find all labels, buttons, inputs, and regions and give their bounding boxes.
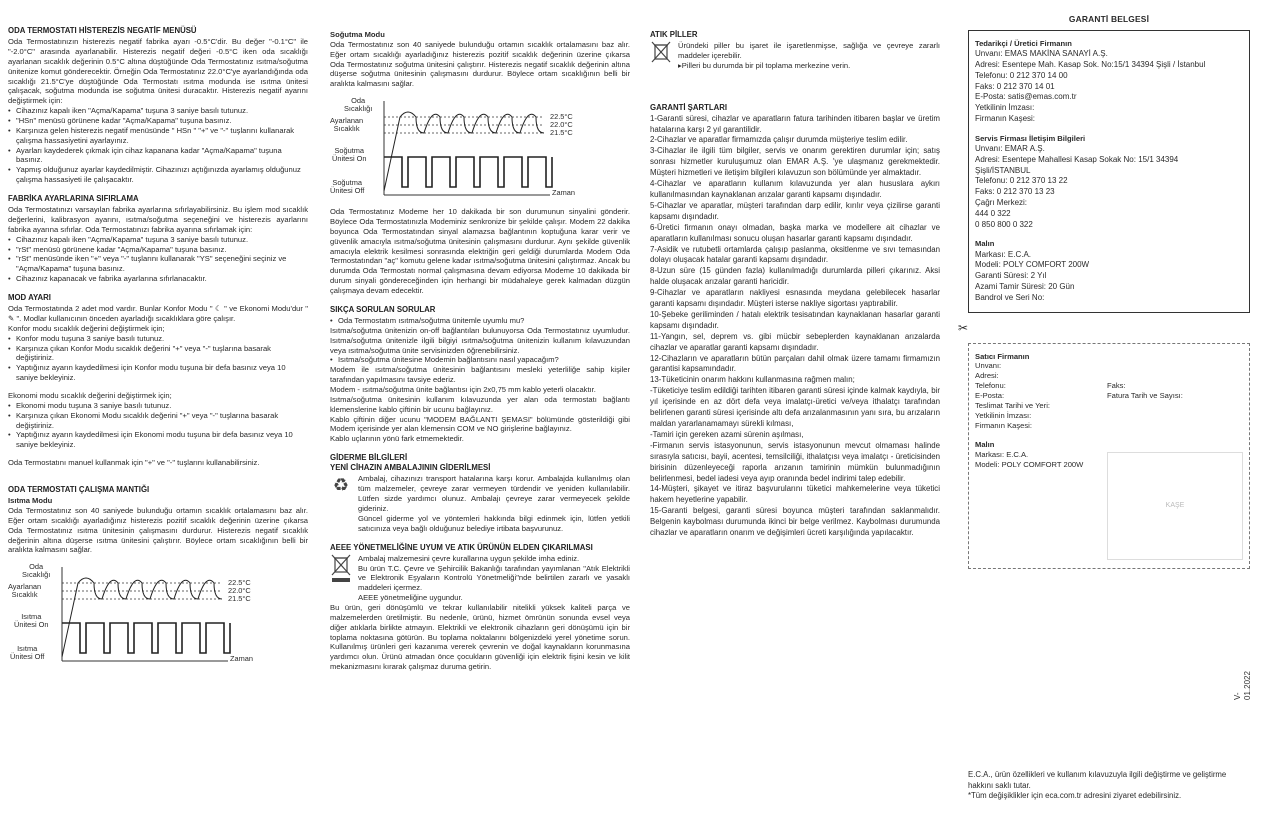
unit-state-wave	[384, 157, 552, 187]
seller-product-model: Modeli: POLY COMFORT 200W	[975, 460, 1084, 470]
warranty-certificate-title: GARANTİ BELGESİ	[1068, 14, 1150, 24]
reset-body: Oda Termostatınızı varsayılan fabrika ayarlarına sıfırlayabilirsiniz. Bu işlem mod sıcaklık değerlerini, kalibrasyon ayarını, ısıtma/soğutma seçeneğini ve histerezis ayarlarını fabrika ayarına sıfırlar. Oda Termostatınızı fabrika ayarına sıfırlamak için:	[8, 205, 308, 234]
seller-line-name[interactable]: Unvanı:	[975, 361, 1002, 371]
info-line: Firmanın Kaşesi:	[975, 113, 1036, 123]
column-4	[958, 14, 1250, 569]
stamp-label: KAŞE	[1165, 502, 1185, 510]
seller-line-delivery[interactable]: Teslimat Tarihi ve Yeri:	[975, 400, 1050, 410]
warranty-term: 14-Müşteri, şikayet ve itiraz başvurularını tüketici mahkemelerine veya tüketici hakem heyetlerine yapabilir.	[650, 484, 940, 505]
cooling-diagram	[330, 95, 576, 203]
scissors-icon: ✂	[958, 320, 969, 335]
info-line: Bandrol ve Seri No:	[975, 292, 1045, 302]
seller-line-stamp[interactable]: Firmanın Kaşesi:	[975, 420, 1032, 430]
seller-line-phone[interactable]: Telefonu:	[975, 381, 1006, 391]
footer-line-1: E.C.A., ürün özellikleri ve kullanım kılavuzuyla ilgili değiştirme ve geliştirme hakkını saklı tutar.	[968, 770, 1227, 790]
product-lines	[975, 250, 1243, 304]
seller-title: Satıcı Firmanın	[975, 351, 1030, 361]
list-item: • "HSn" menüsü görünene kadar "Açma/Kapama" tuşuna basınız.	[8, 116, 308, 126]
mode-eco-steps	[8, 401, 308, 450]
info-line: Faks: 0 212 370 14 01	[975, 81, 1055, 91]
footer-note	[968, 770, 1253, 802]
disposal-section	[330, 453, 630, 533]
temp-215: 21.5°C	[228, 594, 251, 604]
warranty-term: 10-Şebeke geriliminden / hatalı elektrik tesisatından kaynaklanan hasarlar garanti kapsamı dışındadır.	[650, 309, 940, 330]
room-temp-label: Oda Sıcaklığı	[344, 96, 373, 114]
unit-off-label: Soğutma Ünitesi Off	[330, 178, 365, 196]
hysteresis-section	[8, 26, 308, 185]
unit-on-label: Isıtma Ünitesi On	[14, 612, 49, 630]
list-item: • Konfor modu tuşuna 3 saniye basılı tutunuz.	[8, 334, 308, 344]
column-2	[330, 30, 630, 681]
set-temp-label: Ayarlanan Sıcaklık	[330, 116, 364, 134]
warranty-term: 7-Asidik ve rutubetli ortamlarda çalışıp paslanma, oksitlenme ve sıvı temasından dolayı oluşacak hatalar garanti kapsamı dışındadır.	[650, 244, 940, 265]
reset-steps	[8, 235, 308, 284]
battery-bin-svg	[651, 41, 671, 65]
faq-answer: Isıtma/soğutma ünitesinin kullanım kılavuzunda yer alan oda termostatı bağlantı klemenslerine kablo çiftinin bir ucunu bağlayınız.	[330, 394, 630, 414]
seller-invoice[interactable]: Fatura Tarih ve Sayısı:	[1107, 391, 1183, 401]
seller-line-signature[interactable]: Yetkilinin İmzası:	[975, 410, 1032, 420]
unit-state-wave	[62, 623, 230, 653]
info-line: E-Posta: satis@emas.com.tr	[975, 92, 1077, 102]
warranty-term: 11-Yangın, sel, deprem vs. gibi mücbir sebeplerden kaynaklanan arızalarda cihazlar ve aparatlar garanti kapsamı dışındadır.	[650, 331, 940, 352]
room-temp-label: Oda Sıcaklığı	[22, 562, 51, 580]
faq-title: SIKÇA SORULAN SORULAR	[330, 304, 436, 314]
unit-off-label: Isıtma Ünitesi Off	[10, 644, 45, 662]
time-label: Zaman	[230, 654, 254, 664]
weee-body-2: Bu ürün T.C. Çevre ve Şehircilik Bakanlığı tarafından yayımlanan "Atık Elektrikli ve Elektronik Eşyaların Kontrolü Yönetmeliği"nde belirtilen zararlı ve yasaklı maddeleri içermez.	[358, 563, 630, 593]
manual-note: Oda Termostatını manuel kullanmak için "+" ve "-" tuşlarını kullanabilirsiniz.	[8, 458, 260, 468]
temp-220: 22.0°C	[550, 120, 573, 130]
mode-comfort-steps	[8, 334, 308, 383]
service-lines	[975, 144, 1243, 230]
list-item: • Yaptığınız ayarın kaydedilmesi için Ekonomi modu tuşuna bir defa basınız veya 10 saniye bekleyiniz.	[8, 430, 308, 450]
faq-answer: Kablo çiftinin diğer ucunu "MODEM BAĞLANTI ŞEMASI" bölümünde gösterildiği gibi Modem içerisinde yer alan klemensin COM ve NO girişlerine bağlayınız.	[330, 414, 630, 434]
set-temp-label: Ayarlanan Sıcaklık	[8, 582, 42, 600]
heat-body: Oda Termostatınız son 40 saniyede bulunduğu ortamın sıcaklık ortalamasını baz alır. Eğer ortam sıcaklığı ayarladığınız histerezis pozitif sıcaklık değerinin üzerine çıkarsa Oda Termostatınız ısıtma ünitesinin çalışmasını durdurur. Histerezis negatif sıcaklık değerinin altına düşerse ısıtma ünitesini çalıştırır. Böylece ortam sıcaklığının belli bir aralıkta kalmasını sağlar.	[8, 506, 308, 555]
info-line: Yetkilinin İmzası:	[975, 103, 1035, 113]
logic-section	[8, 485, 308, 669]
battery-section	[650, 30, 940, 72]
info-line: Şişli/İSTANBUL	[975, 165, 1031, 175]
info-line: Modeli: POLY COMFORT 200W	[975, 260, 1090, 270]
hysteresis-body: Oda Termostatınızın histerezis negatif fabrika ayarı -0.5°C'dir. Bu değer "-0.1°C" ile "-2.0°C" arasında ayarlanabilir. Histerezis negatif değeri -0.5°C iken oda sıcaklığı ayarlanan sıcaklık değerinin 0.5°C altına düştüğünde Oda Termostatınız ısıtma/soğutma ünitenize komut gönderecektir. Örneğin Oda Termostatınız 22.0°C'ye ayarlandığında oda sıcaklığı 21.5°C'ye düştüğünde Oda Termostatı ısıtma modunda ise ısıtma ünitesi çalışacak, soğutma modunda ise soğutma ünitesi duracaktır. Histerezis negatif ayarını değiştirmek için:	[8, 37, 308, 106]
footer-line-2: *Tüm değişiklikler için eca.com.tr adresini ziyaret edebilirsiniz.	[968, 791, 1182, 801]
info-line: Adresi: Esentepe Mahallesi Kasap Sokak No: 15/1 34394	[975, 154, 1179, 164]
warranty-term: 9-Cihazlar ve aparatların nakliyesi esnasında meydana gelebilecek hasarlar garanti kapsamı dışındadır. Müşteri isterse nakliye sigortası yaptırabilir.	[650, 288, 940, 309]
list-item: • "rSt" menüsünde iken "+" veya "-" tuşlarını kullanarak "YS" seçeneğini seçiniz ve "Açma/Kapama" tuşuna basınız.	[8, 254, 308, 274]
list-item: • Karşınıza çıkan Ekonomi Modu sıcaklık değerini "+" veya "-" tuşlarına basarak değiştiriniz.	[8, 411, 308, 431]
faq-answer: Modem - ısıtma/soğutma ünite bağlantısı için 2x0,75 mm kablo yeterli olacaktır.	[330, 385, 596, 395]
info-line: Telefonu: 0 212 370 14 00	[975, 70, 1068, 80]
seller-fax[interactable]: Faks:	[1107, 381, 1126, 391]
temp-220: 22.0°C	[228, 586, 251, 596]
warranty-term: 3-Cihazlar ile ilgili tüm bilgiler, servis ve onarım gerektiren durumlar için; satış sonrası hizmetler kuruluşumuz olan EMAR A.Ş. 'ye ulaşmanız gerekmektedir. Müşteri hizmetleri ve iletişim bilgileri kılavuzun son bölümünde yer almaktadır.	[650, 146, 940, 178]
mode-comfort-intro: Konfor modu sıcaklık değerini değiştirmek için;	[8, 323, 165, 333]
list-item: • Yaptığınız ayarın kaydedilmesi için Konfor modu tuşuna bir defa basınız veya 10 saniye bekleyiniz.	[8, 363, 308, 383]
temp-225: 22.5°C	[228, 578, 251, 588]
warranty-term: 6-Üretici firmanın onayı olmadan, başka marka ve modellere ait cihazlar ve aparatların kullanılması sonucu oluşan hasarlar garanti kapsamı dışındadır.	[650, 222, 940, 243]
faq-question: • Isıtma/soğutma ünitesine Modemin bağlantısını nasıl yapacağım?	[330, 355, 630, 365]
list-item: • Ekonomi modu tuşuna 3 saniye basılı tutunuz.	[8, 401, 308, 411]
warranty-term: 15-Garanti belgesi, garanti süresi boyunca müşteri tarafından saklanmalıdır. Belgenin kaybolması durumunda ikinci bir belge verilmez. Kaybolması durumunda cihazlar ve aparatların onarım ve değişimleri ücreti karşılığında yapılacaktır.	[650, 506, 940, 538]
warranty-term: 13-Tüketicinin onarım hakkını kullanmasına rağmen malın;	[650, 375, 855, 385]
seller-product-brand: Markası: E.C.A.	[975, 450, 1029, 460]
info-line: Faks: 0 212 370 13 23	[975, 187, 1055, 197]
weee-title: AEEE YÖNETMELİĞİNE UYUM VE ATIK ÜRÜNÜN ELDEN ÇIKARILMASI	[330, 542, 593, 552]
reset-title: FABRİKA AYARLARINA SIFIRLAMA	[8, 194, 139, 204]
product-title: Malın	[975, 239, 995, 249]
faq-answer: Kablo uçlarının yönü fark etmemektedir.	[330, 434, 464, 444]
info-line: 444 0 322	[975, 208, 1011, 218]
weee-body-3: AEEE yönetmeliğine uygundur.	[358, 593, 463, 603]
hysteresis-title: ODA TERMOSTATI HİSTEREZİS NEGATİF MENÜSÜ	[8, 26, 197, 35]
heat-title: Isıtma Modu	[8, 496, 53, 506]
hysteresis-steps	[8, 106, 308, 185]
faq-q2-list	[330, 355, 630, 365]
warranty-terms-list	[650, 114, 940, 539]
logic-title: ODA TERMOSTATI ÇALIŞMA MANTIĞI	[8, 485, 150, 495]
recycle-icon: ♻	[332, 475, 350, 496]
seller-line-address[interactable]: Adresi:	[975, 371, 999, 381]
info-line: Azami Tamir Süresi: 20 Gün	[975, 282, 1075, 292]
cool-title: Soğutma Modu	[330, 30, 385, 39]
weee-body-1: Ambalaj malzemesini çevre kurallarına uygun şekilde imha ediniz.	[358, 553, 580, 563]
weee-section	[330, 543, 630, 672]
warranty-term: -Tamiri için gereken azami sürenin aşılması,	[650, 429, 804, 439]
reset-section	[8, 194, 308, 284]
warranty-terms-section	[650, 103, 940, 539]
battery-body: Üründeki piller bu işaret ile işaretlenmişse, sağlığa ve çevreye zararlı maddeler içerebilir.	[678, 41, 940, 60]
crossed-bin-icon	[330, 554, 352, 603]
battery-body-2: ▸Pilleri bu durumda bir pil toplama merkezine verin.	[678, 60, 851, 70]
warranty-term: 5-Cihazlar ve aparatlar, müşteri tarafından darp edilir, kırılır veya çizilirse garanti kapsamı dışındadır.	[650, 200, 940, 221]
mode-eco-intro: Ekonomi modu sıcaklık değerini değiştirmek için;	[8, 391, 172, 401]
stamp-box[interactable]	[1107, 452, 1243, 560]
list-item: • "rSt" menüsü görünene kadar "Açma/Kapama" tuşuna basınız.	[8, 245, 308, 255]
seller-line-email[interactable]: E-Posta:	[975, 391, 1005, 401]
temp-225: 22.5°C	[550, 112, 573, 122]
disposal-body: Ambalaj, cihazınızı transport hatalarına karşı korur. Ambalajda kullanılmış olan tüm malzemeler, çevreye zarar vermeyen türdendir ve yeniden kullanılabilir. Lütfen sizde yardımcı olunuz. Ambalajı çevreye zarar vermeyecek şekilde gideriniz.	[358, 474, 630, 514]
crossed-bin-icon	[650, 41, 672, 71]
faq-answer: Modem ile ısıtma/soğutma ünitesinin bağlantısını mesleki yeterliliğe sahip kişiler tarafından yapılmasını tavsiye ederiz.	[330, 365, 630, 385]
battery-title: ATIK PİLLER	[650, 30, 698, 39]
temp-215: 21.5°C	[550, 128, 573, 138]
crossed-bin-svg	[331, 554, 351, 584]
disposal-title: GİDERME BİLGİLERİ	[330, 453, 408, 463]
info-line: Unvanı: EMAS MAKİNA SANAYİ A.Ş.	[975, 49, 1108, 59]
info-line: Unvanı: EMAR A.Ş.	[975, 144, 1045, 153]
seller-section	[968, 343, 1250, 569]
warranty-term: -Firmanın servis istasyonunun, servis istasyonunun mevcut olmaması halinde sırasıyla satıcısı, bayii, acentesi, temsilciliği, ithalatçısı veya imalatçı - üreticisinden birisinin düzenleyeceği raporla arızanın tamirinin mümkün bulunmadığının belirlenmesi, bedel iadesi veya ayıp oranında bedel indirimi talep edebilir.	[650, 440, 940, 483]
cool-body: Oda Termostatınız son 40 saniyede bulunduğu ortamın sıcaklık ortalamasını baz alır. Eğer ortam sıcaklığı ayarladığınız histerezis pozitif sıcaklık değerinin üzerine çıkarsa Oda Termostatınız soğutma ünitesini çalıştırır. Histerezis negatif sıcaklık değerinin altına düşerse soğutma ünitesinin çalışmasını durdurur. Böylece ortam sıcaklığının belli bir aralıkta kalmasını sağlar.	[330, 39, 630, 89]
info-line: Çağrı Merkezi:	[975, 197, 1028, 207]
supplier-title: Tedarikçi / Üretici Firmanın	[975, 38, 1072, 48]
mode-body: Oda Termostatında 2 adet mod vardır. Bunlar Konfor Modu " ☾ " ve Ekonomi Modu'dur " ✎ ". Modlar kullanıcının önceden ayarladığı sıcaklıklara göre çalışır.	[8, 304, 308, 323]
faq-question: • Oda Termostatım ısıtma/soğutma ünitemle uyumlu mu?	[330, 316, 630, 326]
supplier-lines	[975, 49, 1243, 125]
info-line: Garanti Süresi: 2 Yıl	[975, 271, 1047, 281]
weee-body-4: Bu ürün, geri dönüşümlü ve tekrar kullanılabilir nitelikli yüksek kaliteli parça ve malzemelerden üretilmiştir. Bu nedenle, ürünü, hizmet ömrünün sonunda evsel veya diğer atıklarla birlikte atmayın. Elektrikli ve elektronik cihazların geri dönüşümü için bir toplama noktasına götürün. Bu toplama noktalarını bölgenizdeki yerel yönetime sorun. Kullanılmış ürünleri geri kazanıma vererek çevrenin ve doğal kaynakların korunmasına yardımcı olun. Ürünü atmadan önce çocukların güvenliği için elektrik fişini kesin ve kilit mekanizmasını kırarak çalışmaz duruma getirin.	[330, 603, 630, 672]
faq-section	[330, 305, 630, 444]
column-3	[650, 30, 940, 539]
faq-q1-list	[330, 316, 630, 326]
list-item: • Karşınıza çıkan Konfor Modu sıcaklık değerini "+" veya "-" tuşlarına basarak değiştiriniz.	[8, 344, 308, 364]
mode-section	[8, 293, 308, 468]
warranty-term: 8-Uzun süre (15 günden fazla) kullanılmadığı durumlarda pilleri çıkarınız. Aksi halde oluşacak arızalar garanti haricidir.	[650, 266, 940, 287]
warranty-info-box	[968, 30, 1250, 313]
time-label: Zaman	[552, 188, 576, 198]
warranty-term: -Tüketiciye teslim edildiği tarihten itibaren garanti süresi içinde kalmak kaydıyla, bir yıl içerisinde en az dört defa veya imalatçı-üretici ve/veya ithalatçı tarafından belirlenen garanti süresi içerisinde altı defa arızalanmasının yanı sıra, bu arızaların maldan yararlanamamayı sürekli kılması,	[650, 386, 940, 429]
warranty-term: 4-Cihazlar ve aparatların kullanım kılavuzunda yer alan hususlara aykırı kullanılmasından kaynaklanan arızalar garanti kapsamı dışındadır.	[650, 179, 940, 199]
list-item: • Ayarları kaydederek çıkmak için cihaz kapanana kadar "Açma/Kapama" tuşuna basınız.	[8, 146, 308, 166]
info-line: 0 850 800 0 322	[975, 219, 1033, 229]
heating-diagram	[8, 561, 254, 669]
list-item: • Yapmış olduğunuz ayarlar kaydedilmiştir. Cihazınızı açtığınızda ayarlamış olduğunuz çalışma hassasiyeti ile çalışacaktır.	[8, 165, 308, 185]
mode-title: MOD AYARI	[8, 293, 51, 303]
unit-on-label: Soğutma Ünitesi On	[332, 146, 367, 164]
warranty-term: 2-Cihazlar ve aparatlar firmamızda çalışır durumda müşteriye teslim edilir.	[650, 135, 908, 145]
column-1	[8, 26, 308, 678]
list-item: • Cihazınız kapanacak ve fabrika ayarlarına sıfırlanacaktır.	[8, 274, 308, 284]
info-line: Adresi: Esentepe Mah. Kasap Sok. No:15/1 34394 Şişli / İstanbul	[975, 59, 1206, 69]
warranty-term: 12-Cihazların ve aparatların bütün parçaları dahil olmak üzere tamamı firmamızın garantisi kapsamındadır.	[650, 353, 940, 374]
warranty-terms-title: GARANTİ ŞARTLARI	[650, 102, 728, 112]
list-item: • Cihazınız kapalı iken "Açma/Kapama" tuşuna 3 saniye basılı tutunuz.	[8, 235, 308, 245]
modem-body: Oda Termostatınız Modeme her 10 dakikada bir son durumunun sinyalini gönderir. Böylece Oda Termostatınızla Modeminiz senkronize bir şekilde çalışır. Modem 22 dakika boyunca Oda Termostatından sinyal alamazsa bağlantının koptuğuna karar verir ve güvenlik amacıyla ısıtma/soğutma ünitesinin çalışmasını durdurur. Aynı şekilde güvenlik amacıyla elektrik kesilmesi sonrasında elektriğin geri geldiği durumlarda Modem Oda Termostatından "aç" komutu gelene kadar ısıtma/soğutma ünitesini çalıştırmaz. Ancak bu durumda Oda Termostatı normal çalışmasına devam ediyorsa Modeme 10 dakikada bir durum sinyali göndereceğinden için herhangi bir müdahaleye gerek kalmadan düzgün çalışmaya devam edecektir.	[330, 207, 630, 296]
cooling-section	[330, 30, 630, 296]
list-item: • Cihazınız kapalı iken "Açma/Kapama" tuşuna 3 saniye basılı tutunuz.	[8, 106, 308, 116]
list-item: • Karşınıza gelen histerezis negatif menüsünde " HSn " "+" ve "-" tuşlarını kullanarak çalışma hassasiyetini ayarlayınız.	[8, 126, 308, 146]
version-label: V-01.2022	[1233, 671, 1253, 700]
faq-answer: Isıtma/soğutma ünitenizin on-off bağlantıları bulunuyorsa Oda Termostatınız uyumludur. Isıtma/soğutma ünitenizle ilgili bilgiyi ısıtma/soğutma ünitenizin kullanım kılavuzundan veya ısıtma/soğutma ünite servisinizden öğrenebilirsiniz.	[330, 325, 630, 355]
warranty-term: 1-Garanti süresi, cihazlar ve aparatların fatura tarihinden itibaren başlar ve üretim hatalarına karşı 2 yıl garantilidir.	[650, 113, 940, 134]
disposal-subtitle: YENİ CİHAZIN AMBALAJININ GİDERİLMESİ	[330, 463, 491, 473]
info-line: Telefonu: 0 212 370 13 22	[975, 176, 1068, 186]
service-title: Servis Firması İletişim Bilgileri	[975, 133, 1086, 143]
info-line: Markası: E.C.A.	[975, 249, 1032, 259]
disposal-body-2: Güncel giderme yol ve yöntemleri hakkında bilgi edinmek için, lütfen yetkili satıcınıza veya bağlı olduğunuz belediye irtibata başvurunuz.	[358, 513, 630, 533]
seller-product-title: Malın	[975, 440, 995, 450]
